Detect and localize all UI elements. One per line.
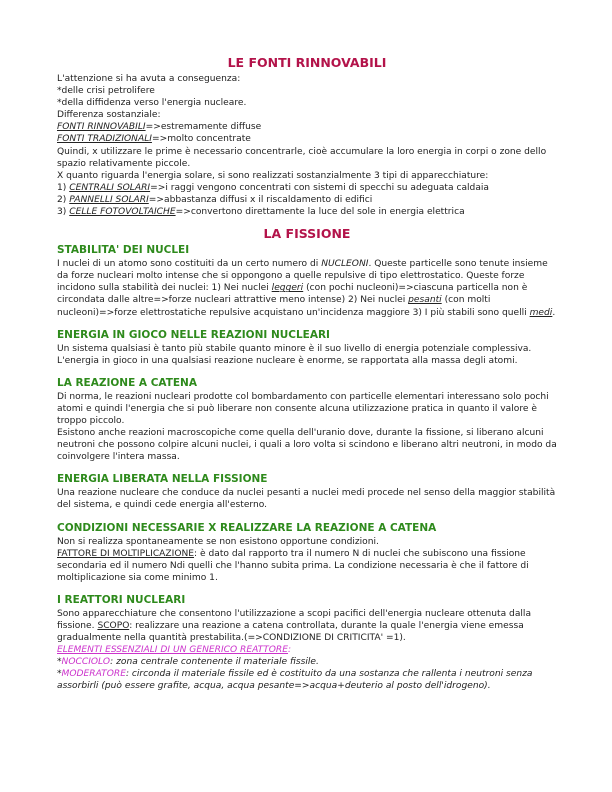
list-item-nocciolo: *NOCCIOLO: zona centrale contenente il materiale fissile. xyxy=(57,657,319,668)
text-line: *della diffidenza verso l'energia nucleare. xyxy=(57,98,247,109)
term-nocciolo: NOCCIOLO xyxy=(61,657,111,668)
term-centrali-solari: CENTRALI SOLARI xyxy=(69,182,151,193)
text-line: Quindi, x utilizzare le prime è necessario concentrarle, cioè accumulare la loro energia in corpi o zone dello spazio relativamente piccole. xyxy=(57,146,547,169)
paragraph-energia-liberata: Una reazione nucleare che conduce da nuclei pesanti a nuclei medi procede nel senso della maggior stabilità del sistema, e quindi cede energia all'esterno. xyxy=(57,488,556,511)
section-title-fissione: LA FISSIONE xyxy=(263,226,351,242)
text-line: Differenza sostanziale: xyxy=(57,110,161,121)
heading-stabilita: STABILITA' DEI NUCLEI xyxy=(57,244,190,257)
heading-condizioni: CONDIZIONI NECESSARIE X REALIZZARE LA REAZIONE A CATENA xyxy=(57,521,437,534)
heading-reazione-catena: LA REAZIONE A CATENA xyxy=(57,376,197,389)
list-item: 3) CELLE FOTOVOLTAICHE=>convertono direttamente la luce del sole in energia elettrica xyxy=(57,207,465,218)
elementi-essenziali-line: ELEMENTI ESSENZIALI DI UN GENERICO REATTORE: xyxy=(57,645,292,656)
list-item: 2) PANNELLI SOLARI=>abbastanza diffusi x il riscaldamento di edifici xyxy=(57,194,373,205)
text-line: X quanto riguarda l'energia solare, si sono realizzati sostanzialmente 3 tipi di apparecchiature: xyxy=(57,170,489,181)
list-item: 1) CENTRALI SOLARI=>i raggi vengono concentrati con sistemi di specchi su adeguata caldaia xyxy=(57,182,490,193)
document-body xyxy=(57,55,557,693)
fonti-paragraph xyxy=(57,73,557,218)
section-title-fonti: LE FONTI RINNOVABILI xyxy=(227,55,387,70)
paragraph-stabilita: I nuclei di un atomo sono costituiti da un certo numero di NUCLEONI. Queste particelle sono tenute insieme da forze nucleari molto intense che si oppongono a quelle repulsive di tipo elettrostatico. Queste forze incidono sulla stabilità dei nuclei: 1) Nei nuclei leggeri (con pochi nucleoni)=>ciascuna particella non è circondata dalle altre=>forze nucleari attrattive meno intense) 2) Nei nuclei pesanti (con molti nucleoni)=>forze elettrostatiche repulsive acquistano un'incidenza maggiore 3) I più stabili sono quelli medi. xyxy=(57,259,556,318)
term-fonti-rinnovabili: FONTI RINNOVABILI xyxy=(57,122,146,133)
term-fonti-tradizionali: FONTI TRADIZIONALI xyxy=(57,134,152,145)
list-item-moderatore: *MODERATORE: circonda il materiale fissile ed è costituito da una sostanza che rallenta i neutroni senza assorbirli (può essere grafite, acqua, acqua pesante=>acqua+deuterio al posto dell'idrogeno). xyxy=(57,669,533,692)
paragraph-reattori: Sono apparecchiature che consentono l'utilizzazione a scopi pacifici dell'energia nucleare ottenuta dalla fissione. SCOPO: realizzare una reazione a catena controllata, durante la quale l'energia viene emessa gradualmente nella quantità prestabilita.(=>CONDIZIONE DI CRITICITA' =1). xyxy=(57,608,532,644)
paragraph-reazione-catena-1: Di norma, le reazioni nucleari prodotte col bombardamento con particelle elementari interessano solo pochi atomi e quindi l'energia che si può liberare non consente alcuna utilizzazione pratica in quanto il valore è troppo piccolo. xyxy=(57,391,549,426)
heading-reattori: I REATTORI NUCLEARI xyxy=(57,593,186,606)
text-line: FONTI TRADIZIONALI=>molto concentrate xyxy=(57,134,251,145)
paragraph-energia-in-gioco: Un sistema qualsiasi è tanto più stabile quanto minore è il suo livello di energia potenziale complessiva. L'energia in gioco in una qualsiasi reazione nucleare è enorme, se rapportata alla massa degli atomi. xyxy=(57,343,532,366)
paragraph-condizioni-2: FATTORE DI MOLTIPLICAZIONE: è dato dal rapporto tra il numero N di nuclei che subiscono una fissione secondaria ed il numero Ndi quelli che l'hanno subita prima. La condizione necessaria è che il fattore di moltiplicazione sia come minimo 1. xyxy=(57,548,529,583)
heading-energia-liberata: ENERGIA LIBERATA NELLA FISSIONE xyxy=(57,473,268,486)
text-line: L'attenzione si ha avuta a conseguenza: xyxy=(57,74,241,84)
term-elementi-essenziali: ELEMENTI ESSENZIALI DI UN GENERICO REATTORE xyxy=(57,645,288,656)
term-moderatore: MODERATORE xyxy=(61,669,126,680)
text-line: FONTI RINNOVABILI=>estremamente diffuse xyxy=(57,122,262,133)
term-scopo: SCOPO xyxy=(97,621,130,631)
heading-energia-in-gioco: ENERGIA IN GIOCO NELLE REAZIONI NUCLEARI xyxy=(57,328,330,341)
paragraph-reazione-catena-2: Esistono anche reazioni macroscopiche come quella dell'uranio dove, durante la fissione, si liberano alcuni neutroni che possono colpire alcuni nuclei, i quali a loro volta si scindono e liberano altri neutroni, in modo da coinvolgere l'intera massa. xyxy=(57,428,557,463)
term-pannelli-solari: PANNELLI SOLARI xyxy=(69,194,149,205)
term-celle-fotovoltaiche: CELLE FOTOVOLTAICHE xyxy=(69,207,176,218)
term-fattore-moltiplicazione: FATTORE DI MOLTIPLICAZIONE xyxy=(57,548,195,559)
text-line: *delle crisi petrolifere xyxy=(57,86,155,97)
paragraph-condizioni-1: Non si realizza spontaneamente se non esistono opportune condizioni. xyxy=(57,536,379,547)
